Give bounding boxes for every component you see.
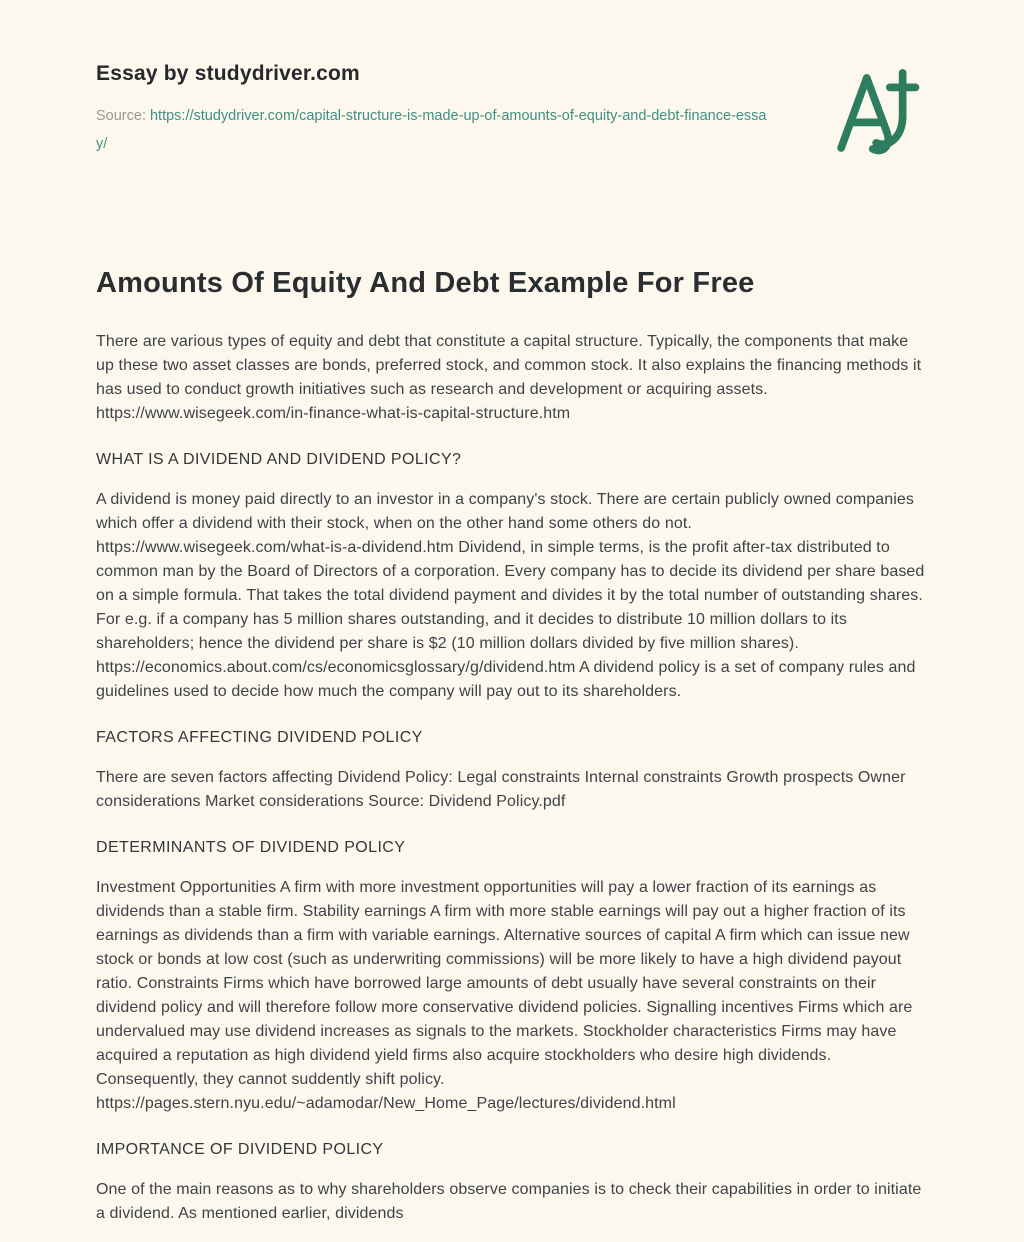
- article-body: [96, 330, 928, 1226]
- source-line: [96, 103, 776, 158]
- section-heading: IMPORTANCE OF DIVIDEND POLICY: [96, 1140, 384, 1158]
- source-label: Source:: [96, 108, 146, 124]
- section-heading: FACTORS AFFECTING DIVIDEND POLICY: [96, 728, 423, 746]
- source-url-link[interactable]: https://studydriver.com/capital-structure-is-made-up-of-amounts-of-equity-and-debt-finance-essay/: [96, 108, 767, 152]
- page-title: Amounts Of Equity And Debt Example For Free: [96, 267, 755, 299]
- header-text-block: [96, 62, 776, 158]
- paragraph: There are various types of equity and debt that constitute a capital structure. Typically, the components that make up these two asset classes are bonds, preferred stock, and common stock. It also explains the financing methods it has used to conduct growth initiatives such as research and development or acquiring assets. https://www.wisegeek.com/in-finance-what-is-capital-structure.htm: [96, 332, 922, 422]
- paragraph: There are seven factors affecting Dividend Policy: Legal constraints Internal constraints Growth prospects Owner considerations Market considerations Source: Dividend Policy.pdf: [96, 768, 906, 810]
- section-heading: WHAT IS A DIVIDEND AND DIVIDEND POLICY?: [96, 450, 462, 468]
- section-heading: DETERMINANTS OF DIVIDEND POLICY: [96, 838, 406, 856]
- essay-byline: Essay by studydriver.com: [96, 62, 360, 85]
- page-header: [96, 62, 928, 165]
- studydriver-logo: [834, 66, 920, 165]
- paragraph: Investment Opportunities A firm with more investment opportunities will pay a lower fraction of its earnings as dividends than a stable firm. Stability earnings A firm with more stable earnings will pay out a higher fraction of its earnings as dividends than a firm with variable earnings. Alternative sources of capital A firm which can issue new stock or bonds at low cost (such as underwriting commissions) will be more likely to have a high dividend payout ratio. Constraints Firms which have borrowed large amounts of debt usually have several constraints on their dividend policy and will therefore follow more conservative dividend policies. Signalling incentives Firms which are undervalued may use dividend increases as signals to the markets. Stockholder characteristics Firms may have acquired a reputation as high dividend yield firms also acquire stockholders who desire high dividends. Consequently, they cannot suddently shift policy. https://pages.stern.nyu.edu/~adamodar/New_Home_Page/lectures/dividend.html: [96, 878, 913, 1112]
- essay-article: [96, 265, 928, 1226]
- paragraph: A dividend is money paid directly to an investor in a company's stock. There are certain publicly owned companies which offer a dividend with their stock, when on the other hand some others do not. https://www.wisegeek.com/what-is-a-dividend.htm Dividend, in simple terms, is the profit after-tax distributed to common man by the Board of Directors of a corporation. Every company has to decide its dividend per share based on a simple formula. That takes the total dividend payment and divides it by the total number of outstanding shares. For e.g. if a company has 5 million shares outstanding, and it decides to distribute 10 million dollars to its shareholders; hence the dividend per share is $2 (10 million dollars divided by five million shares). https://economics.about.com/cs/economicsglossary/g/dividend.htm A dividend policy is a set of company rules and guidelines used to decide how much the company will pay out to its shareholders.: [96, 490, 925, 700]
- studydriver-logo-icon: [834, 147, 920, 164]
- paragraph: One of the main reasons as to why shareholders observe companies is to check their capabilities in order to initiate a dividend. As mentioned earlier, dividends: [96, 1180, 922, 1222]
